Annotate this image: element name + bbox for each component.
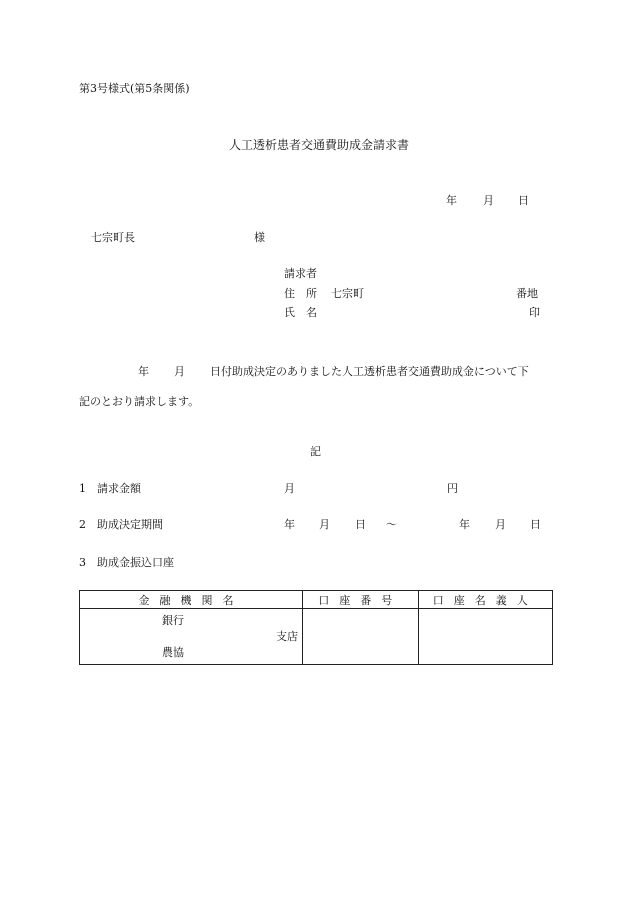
address-label: 住 所 — [284, 287, 317, 300]
date-day: 日 — [518, 194, 529, 207]
date-month: 月 — [483, 194, 494, 207]
page-title: 人工透析患者交通費助成金請求書 — [229, 138, 410, 152]
branch-suffix: 支店 — [276, 630, 298, 643]
date-year: 年 — [446, 194, 457, 207]
item3-label: 助成金振込口座 — [97, 556, 174, 569]
item1-num: 1 — [79, 482, 86, 495]
address-suffix: 番地 — [516, 287, 538, 300]
bank-suffix: 銀行 — [162, 614, 184, 627]
requester-label: 請求者 — [284, 267, 317, 280]
coop-suffix: 農協 — [162, 646, 184, 659]
form-number: 第3号様式(第5条関係) — [79, 82, 190, 95]
item2-month2: 月 — [495, 518, 506, 531]
item2-day2: 日 — [530, 518, 541, 531]
ki-heading: 記 — [310, 445, 321, 458]
item1-label: 請求金額 — [97, 482, 141, 495]
item2-month1: 月 — [319, 518, 330, 531]
body-year: 年 — [138, 365, 149, 378]
item2-num: 2 — [79, 518, 86, 531]
name-label: 氏 名 — [284, 306, 317, 319]
seal-mark: 印 — [529, 306, 540, 319]
body-month: 月 — [174, 365, 185, 378]
header-bank-name: 金融機関名 — [80, 591, 303, 609]
item2-label: 助成決定期間 — [97, 518, 163, 531]
bank-table-row — [80, 609, 553, 665]
item2-year2: 年 — [459, 518, 470, 531]
account-holder-cell — [418, 609, 552, 665]
bank-account-table — [79, 590, 553, 665]
account-number-cell — [303, 609, 419, 665]
body-line2: 記のとおり請求します。 — [79, 395, 200, 408]
header-account-holder: 口座名義人 — [418, 591, 552, 609]
item1-month: 月 — [284, 482, 295, 495]
bank-table-header-row — [80, 591, 553, 609]
item2-year1: 年 — [284, 518, 295, 531]
addressee-name: 七宗町長 — [91, 231, 135, 244]
item2-day1: 日 — [355, 518, 366, 531]
addressee-honorific: 様 — [254, 231, 265, 244]
header-account-number: 口座番号 — [303, 591, 419, 609]
bank-name-cell — [80, 609, 303, 665]
item1-yen: 円 — [447, 482, 458, 495]
item2-tilde: ～ — [386, 518, 397, 531]
address-value: 七宗町 — [331, 287, 364, 300]
item3-num: 3 — [79, 556, 86, 569]
body-line1: 日付助成決定のありました人工透析患者交通費助成金について下 — [210, 365, 529, 378]
